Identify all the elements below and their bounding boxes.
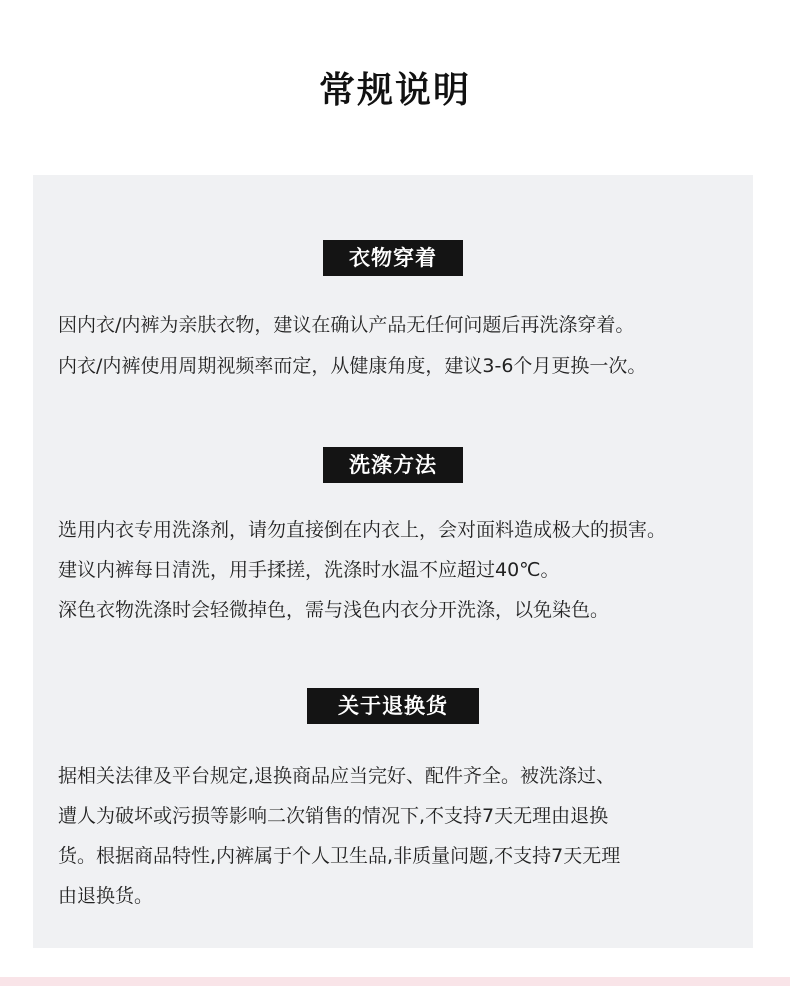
section-heading-clothing-wear: 衣物穿着 bbox=[323, 240, 463, 276]
section-body-washing-method bbox=[58, 510, 666, 630]
text-line: 深色衣物洗涤时会轻微掉色，需与浅色内衣分开洗涤，以免染色。 bbox=[58, 599, 610, 621]
text-line: 选用内衣专用洗涤剂，请勿直接倒在内衣上，会对面料造成极大的损害。 bbox=[58, 519, 667, 541]
text-line: 内衣/内裤使用周期视频率而定，从健康角度，建议3-6个月更换一次。 bbox=[58, 355, 647, 377]
section-heading-washing-method: 洗涤方法 bbox=[323, 447, 463, 483]
section-heading-returns: 关于退换货 bbox=[307, 688, 479, 724]
page-title: 常规说明 bbox=[318, 70, 471, 111]
text-line: 建议内裤每日清洗，用手揉搓，洗涤时水温不应超过40℃。 bbox=[58, 559, 560, 581]
text-line: 据相关法律及平台规定,退换商品应当完好、配件齐全。被洗涤过、 bbox=[58, 765, 616, 787]
text-line: 货。根据商品特性,内裤属于个人卫生品,非质量问题,不支持7天无理 bbox=[58, 845, 621, 867]
bottom-divider-strip bbox=[0, 977, 790, 986]
instructions-panel bbox=[33, 175, 753, 948]
section-body-returns bbox=[58, 756, 620, 916]
text-line: 因内衣/内裤为亲肤衣物，建议在确认产品无任何问题后再洗涤穿着。 bbox=[58, 314, 635, 336]
text-line: 由退换货。 bbox=[58, 885, 154, 907]
section-body-clothing-wear bbox=[58, 305, 646, 387]
text-line: 遭人为破坏或污损等影响二次销售的情况下,不支持7天无理由退换 bbox=[58, 805, 609, 827]
